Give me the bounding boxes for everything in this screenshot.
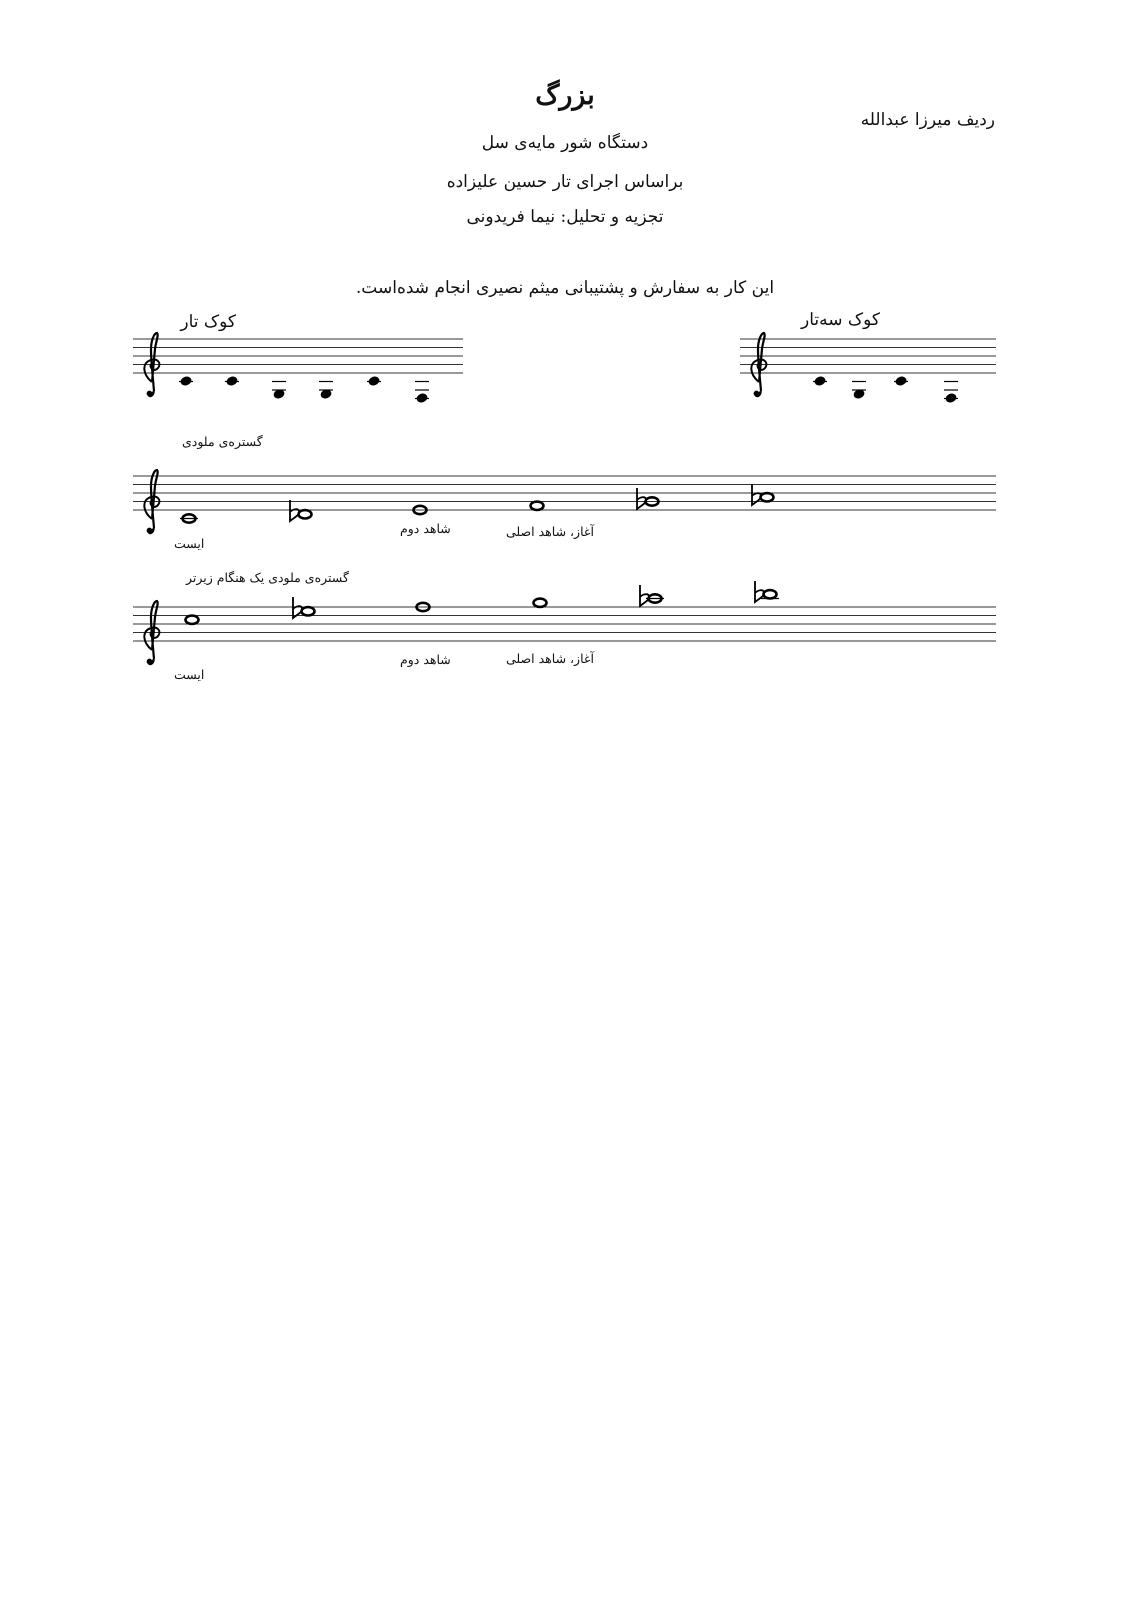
analysis-subtitle: تجزیه و تحلیل: نیما فریدونی [466,207,664,227]
melodic-range-staff [133,470,996,533]
flat-sign-icon [640,585,649,606]
second-shahed-label-1: شاهد دوم [400,521,451,536]
tar-tuning-staff [133,333,463,404]
melodic-range-label: گستره‌ی ملودی [182,434,263,449]
setar-tuning-staff [740,333,996,404]
note-head-icon [764,590,777,598]
note-head-icon [531,502,544,510]
setar-tuning-label: کوک سه‌تار [801,310,880,330]
note-head-icon [761,493,774,501]
ist-label-1: ایست [174,536,205,551]
note-head-icon [534,599,547,607]
performance-subtitle: براساس اجرای تار حسین علیزاده [446,172,684,192]
octave-higher-range-label: گستره‌ی ملودی یک هنگام زیرتر [186,570,349,585]
note-head-icon [299,510,312,518]
main-shahed-label-1: آغاز، شاهد اصلی [506,524,594,539]
main-shahed-label-2: آغاز، شاهد اصلی [506,651,594,666]
tar-tuning-label: کوک تار [180,312,236,332]
note-head-icon [186,616,199,624]
commission-note: این کار به سفارش و پشتیبانی میثم نصیری انجام شده‌است. [355,278,775,298]
ist-label-2: ایست [174,667,205,682]
octave-higher-range-staff [133,581,996,664]
radif-attribution: ردیف میرزا عبدالله [860,110,995,130]
note-head-icon [302,607,315,615]
dastgah-subtitle: دستگاه شور مایه‌ی سل [481,133,649,153]
page-title: بزرگ [535,80,595,111]
second-shahed-label-2: شاهد دوم [400,652,451,667]
flat-sign-icon [637,488,646,509]
